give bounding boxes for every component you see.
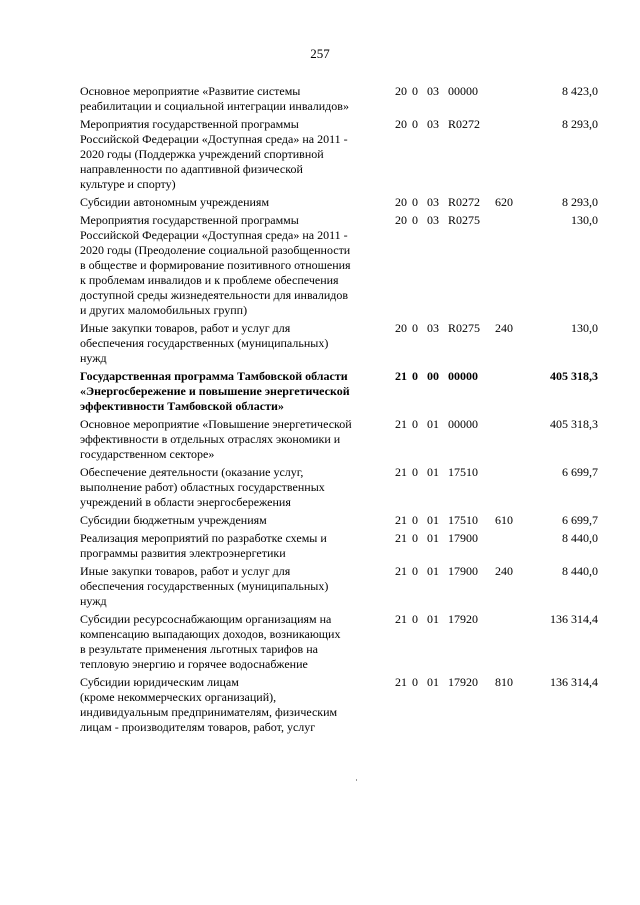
table-row (80, 117, 600, 192)
main-event-code: 03 (427, 213, 439, 227)
expense-name-line: нужд (80, 594, 107, 608)
main-event-code: 03 (427, 117, 439, 131)
expense-name (80, 465, 380, 510)
direction-code: R0275 (448, 321, 481, 335)
main-event-code: 03 (427, 84, 439, 98)
program-code: 21 (395, 465, 407, 479)
page-number: 257 (310, 46, 330, 61)
expense-name-line: Российской Федерации «Доступная среда» на 2011 - (80, 228, 348, 242)
subprogram-code: 0 (412, 321, 418, 335)
direction-code: 00000 (448, 369, 478, 383)
expense-name-line: Основное мероприятие «Развитие системы (80, 84, 301, 98)
expense-name-line: Реализация мероприятий по разработке схемы и (80, 531, 327, 545)
subprogram-code: 0 (412, 213, 418, 227)
program-code: 21 (395, 369, 407, 383)
direction-code: 17510 (448, 465, 478, 479)
expense-name (80, 417, 380, 462)
table-row (80, 564, 600, 609)
expense-name-line: Субсидии бюджетным учреждениям (80, 513, 267, 527)
amount: 6 699,7 (562, 465, 598, 479)
table-row (80, 531, 600, 561)
expense-name-line: реабилитации и социальной интеграции инвалидов» (80, 99, 349, 113)
expense-name-line: выполнение работ) областных государственных (80, 480, 325, 494)
amount: 136 314,4 (550, 675, 598, 689)
subprogram-code: 0 (412, 465, 418, 479)
expense-name (80, 321, 380, 366)
expense-name-line: лицам - производителям товаров, работ, услуг (80, 720, 316, 734)
main-event-code: 01 (427, 417, 439, 431)
expense-name-line: в обществе и формирование позитивного отношения (80, 258, 351, 272)
expense-name-line: тепловую энергию и горячее водоснабжение (80, 657, 308, 671)
amount: 8 423,0 (562, 84, 598, 98)
subprogram-code: 0 (412, 675, 418, 689)
direction-code: 17920 (448, 675, 478, 689)
subprogram-code: 0 (412, 513, 418, 527)
subprogram-code: 0 (412, 84, 418, 98)
program-code: 21 (395, 612, 407, 626)
budget-table (80, 84, 600, 738)
expense-name-line: эффективности в отдельных отраслях экономики и (80, 432, 341, 446)
expense-type-code: 240 (495, 321, 513, 335)
expense-name-line: в результате применения льготных тарифов на (80, 642, 318, 656)
amount: 130,0 (571, 321, 598, 335)
direction-code: R0275 (448, 213, 481, 227)
program-code: 20 (395, 321, 407, 335)
table-row (80, 369, 600, 414)
amount: 8 440,0 (562, 531, 598, 545)
subprogram-code: 0 (412, 417, 418, 431)
expense-name-line: учреждений в области энергосбережения (80, 495, 291, 509)
expense-type-code: 610 (495, 513, 513, 527)
direction-code: 00000 (448, 417, 478, 431)
expense-type-code: 240 (495, 564, 513, 578)
expense-name-line: государственном секторе» (80, 447, 215, 461)
expense-name (80, 213, 380, 318)
program-code: 20 (395, 213, 407, 227)
main-event-code: 01 (427, 564, 439, 578)
expense-name-line: Российской Федерации «Доступная среда» на 2011 - (80, 132, 348, 146)
subprogram-code: 0 (412, 531, 418, 545)
main-event-code: 00 (427, 369, 439, 383)
expense-name-line: культуре и спорту) (80, 177, 176, 191)
amount: 136 314,4 (550, 612, 598, 626)
expense-name (80, 117, 380, 192)
program-code: 21 (395, 417, 407, 431)
expense-name (80, 195, 380, 210)
main-event-code: 01 (427, 612, 439, 626)
program-code: 21 (395, 564, 407, 578)
expense-name-line: индивидуальным предпринимателям, физическим (80, 705, 338, 719)
program-code: 21 (395, 531, 407, 545)
expense-name (80, 513, 380, 528)
expense-name (80, 369, 380, 414)
expense-name-line: программы развития электроэнергетики (80, 546, 286, 560)
table-row (80, 513, 600, 528)
expense-name-line: обеспечения государственных (муниципальных) (80, 336, 329, 350)
main-event-code: 01 (427, 531, 439, 545)
expense-type-code: 810 (495, 675, 513, 689)
scan-mark (356, 779, 357, 781)
expense-name-line: Государственная программа Тамбовской области (80, 369, 348, 383)
main-event-code: 01 (427, 675, 439, 689)
direction-code: R0272 (448, 117, 481, 131)
program-code: 20 (395, 84, 407, 98)
expense-name-line: эффективности Тамбовской области» (80, 399, 284, 413)
subprogram-code: 0 (412, 369, 418, 383)
direction-code: 17900 (448, 564, 478, 578)
expense-name (80, 612, 380, 672)
main-event-code: 01 (427, 465, 439, 479)
table-row (80, 417, 600, 462)
table-row (80, 321, 600, 366)
expense-name-line: нужд (80, 351, 107, 365)
table-row (80, 675, 600, 735)
expense-name-line: Субсидии юридическим лицам (80, 675, 239, 689)
amount: 405 318,3 (550, 417, 598, 431)
subprogram-code: 0 (412, 612, 418, 626)
direction-code: 17900 (448, 531, 478, 545)
expense-name-line: «Энергосбережение и повышение энергетической (80, 384, 350, 398)
program-code: 21 (395, 513, 407, 527)
expense-name-line: Мероприятия государственной программы (80, 213, 299, 227)
expense-name-line: Субсидии автономным учреждениям (80, 195, 270, 209)
expense-type-code: 620 (495, 195, 513, 209)
subprogram-code: 0 (412, 564, 418, 578)
expense-name-line: 2020 годы (Поддержка учреждений спортивной (80, 147, 324, 161)
expense-name (80, 564, 380, 609)
program-code: 21 (395, 675, 407, 689)
amount: 8 293,0 (562, 117, 598, 131)
expense-name-line: обеспечения государственных (муниципальных) (80, 579, 329, 593)
amount: 405 318,3 (550, 369, 598, 383)
program-code: 20 (395, 195, 407, 209)
amount: 8 440,0 (562, 564, 598, 578)
expense-name-line: доступной среды жизнедеятельности для инвалидов (80, 288, 349, 302)
expense-name-line: и других маломобильных групп) (80, 303, 248, 317)
direction-code: R0272 (448, 195, 481, 209)
expense-name-line: направленности по адаптивной физической (80, 162, 303, 176)
subprogram-code: 0 (412, 195, 418, 209)
expense-name (80, 675, 380, 735)
expense-name-line: Иные закупки товаров, работ и услуг для (80, 321, 291, 335)
main-event-code: 03 (427, 321, 439, 335)
expense-name-line: (кроме некоммерческих организаций), (80, 690, 277, 704)
table-row (80, 84, 600, 114)
expense-name (80, 531, 380, 561)
direction-code: 17920 (448, 612, 478, 626)
table-row (80, 213, 600, 318)
expense-name-line: Обеспечение деятельности (оказание услуг, (80, 465, 304, 479)
table-row (80, 612, 600, 672)
table-row (80, 465, 600, 510)
main-event-code: 01 (427, 513, 439, 527)
subprogram-code: 0 (412, 117, 418, 131)
table-row (80, 195, 600, 210)
main-event-code: 03 (427, 195, 439, 209)
direction-code: 00000 (448, 84, 478, 98)
amount: 130,0 (571, 213, 598, 227)
amount: 6 699,7 (562, 513, 598, 527)
expense-name-line: Субсидии ресурсоснабжающим организациям на (80, 612, 332, 626)
expense-name-line: 2020 годы (Преодоление социальной разобщенности (80, 243, 351, 257)
program-code: 20 (395, 117, 407, 131)
expense-name-line: компенсацию выпадающих доходов, возникающих (80, 627, 341, 641)
expense-name-line: Основное мероприятие «Повышение энергетической (80, 417, 352, 431)
expense-name-line: Иные закупки товаров, работ и услуг для (80, 564, 291, 578)
direction-code: 17510 (448, 513, 478, 527)
expense-name-line: Мероприятия государственной программы (80, 117, 299, 131)
expense-name-line: к проблемам инвалидов и к проблеме обеспечения (80, 273, 339, 287)
amount: 8 293,0 (562, 195, 598, 209)
expense-name (80, 84, 380, 114)
